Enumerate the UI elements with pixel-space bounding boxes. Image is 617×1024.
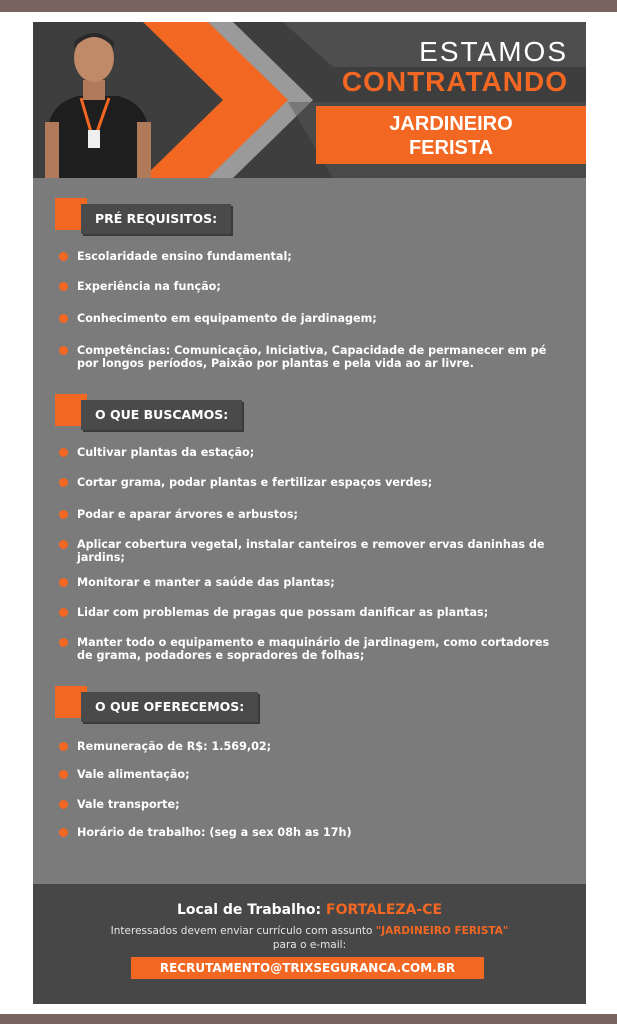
section-title: PRÉ REQUISITOS: [81, 204, 231, 234]
apply-subject: "JARDINEIRO FERISTA" [375, 925, 509, 937]
list-item: Monitorar e manter a saúde das plantas; [59, 576, 559, 589]
section-title: O QUE BUSCAMOS: [81, 400, 242, 430]
recruiter-photo [33, 22, 163, 178]
work-location-label: Local de Trabalho: [176, 902, 322, 918]
job-title-line2: FERISTA [408, 137, 494, 159]
job-title-banner [316, 106, 586, 164]
list-item: Experiência na função; [59, 280, 559, 293]
list-item: Horário de trabalho: (seg a sex 08h as 17h) [59, 826, 559, 839]
poster-footer [33, 884, 586, 1004]
list-item: Podar e aparar árvores e arbustos; [59, 508, 559, 521]
header-estamos: ESTAMOS [419, 36, 568, 67]
list-item: Escolaridade ensino fundamental; [59, 250, 559, 263]
frame-bottom-border [0, 1014, 617, 1024]
frame-top-border [0, 0, 617, 12]
work-location [33, 902, 586, 918]
list-item: Lidar com problemas de pragas que possam danificar as plantas; [59, 606, 559, 619]
job-poster [33, 22, 586, 1004]
work-location-value: FORTALEZA-CE [326, 902, 443, 918]
list-item: Aplicar cobertura vegetal, instalar canteiros e remover ervas daninhas de jardins; [59, 538, 559, 564]
list-item: Cortar grama, podar plantas e fertilizar espaços verdes; [59, 476, 559, 489]
apply-instructions [33, 925, 586, 937]
section-title: O QUE OFERECEMOS: [81, 692, 258, 722]
list-item: Vale transporte; [59, 798, 559, 811]
list-item: Competências: Comunicação, Iniciativa, Capacidade de permanecer em pé por longos períodos, Paixão por plantas e pela vida ao ar livre. [59, 344, 559, 370]
apply-instructions-prefix: Interessados devem enviar currículo com assunto [110, 925, 373, 937]
header-contratando: CONTRATANDO [341, 66, 568, 97]
list-item: Manter todo o equipamento e maquinário de jardinagem, como cortadores de grama, podadores e sopradores de folhas; [59, 636, 559, 662]
list-item: Cultivar plantas da estação; [59, 446, 559, 459]
contact-email[interactable]: RECRUTAMENTO@TRIXSEGURANCA.COM.BR [131, 957, 484, 979]
list-item: Conhecimento em equipamento de jardinagem; [59, 312, 559, 325]
list-item: Vale alimentação; [59, 768, 559, 781]
job-title-line1: JARDINEIRO [389, 113, 513, 135]
apply-instructions-suffix: para o e-mail: [272, 939, 347, 951]
list-item: Remuneração de R$: 1.569,02; [59, 740, 559, 753]
poster-header [33, 22, 586, 178]
